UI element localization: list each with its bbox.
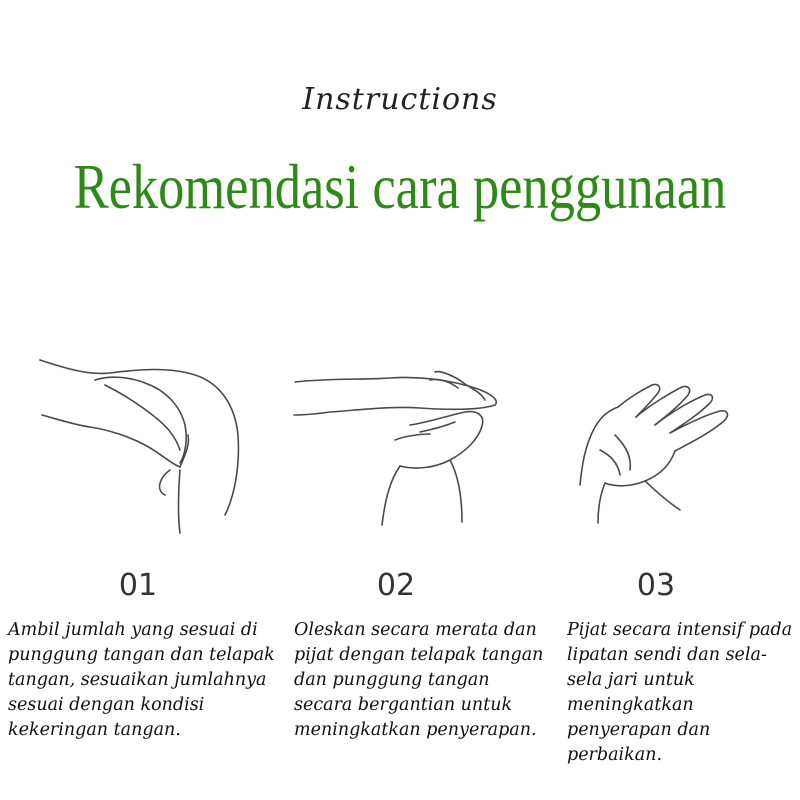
step-description: Ambil jumlah yang sesuai di punggung tangan dan telapak tangan, sesuaikan jumlahnya sesuai dengan kondisi kekeringan tangan. — [8, 620, 275, 740]
hand-back-dispense-icon — [30, 345, 250, 535]
instructions-heading: Instructions — [302, 82, 498, 117]
hands-spread-massage-icon — [290, 360, 510, 530]
step-number: 03 — [636, 568, 676, 603]
step-number: 02 — [376, 568, 416, 603]
step-description: Oleskan secara merata dan pijat dengan telapak tangan dan punggung tangan secara bergantian untuk meningkatkan penyerapan. — [294, 620, 544, 740]
page-title: Rekomendasi cara penggunaan — [73, 151, 727, 222]
step-description: Pijat secara intensif pada lipatan sendi dan sela-sela jari untuk meningkatkan penyerapan dan perbaikan. — [567, 620, 793, 765]
open-palm-icon — [570, 375, 760, 525]
step-number: 01 — [118, 568, 158, 603]
